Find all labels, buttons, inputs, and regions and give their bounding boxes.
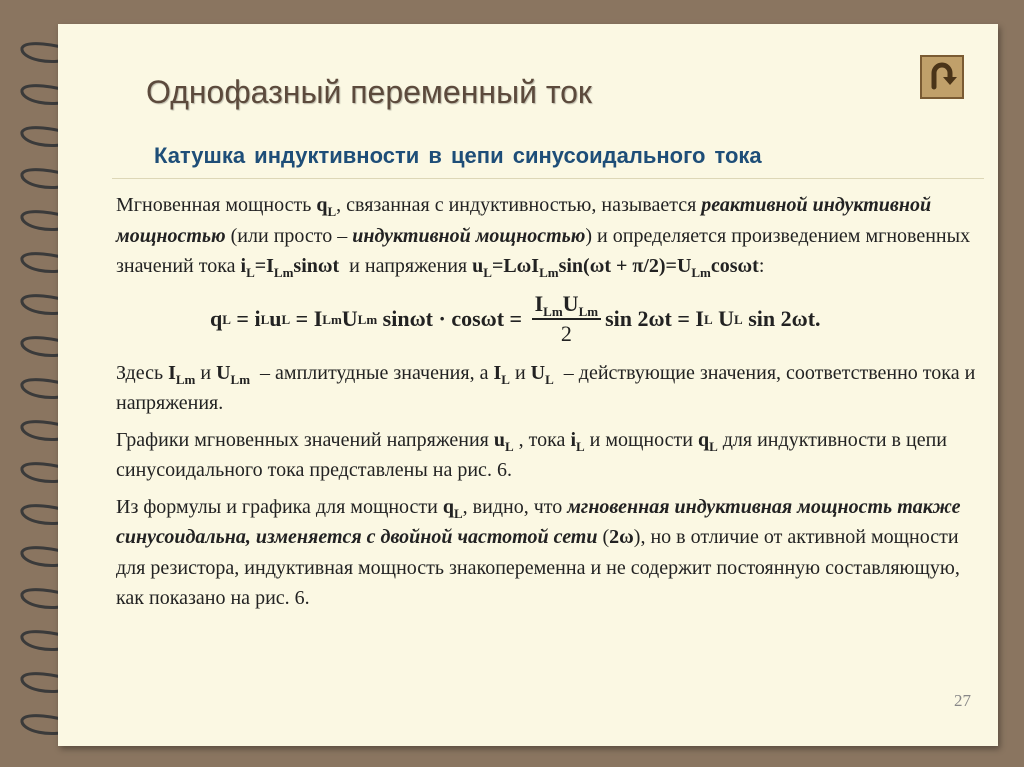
return-arrow-icon: [922, 57, 962, 97]
text: и: [195, 361, 217, 384]
symbol: sin(ωt + π/2)=U: [558, 255, 692, 277]
paragraph-1: [116, 190, 982, 282]
formula-part: sin 2ωt.: [742, 306, 821, 332]
formula-part: U: [712, 306, 735, 332]
subscript: L: [454, 505, 463, 521]
formula-part: = i: [230, 306, 261, 332]
subscript: L: [501, 371, 510, 387]
symbol: U: [530, 361, 546, 384]
symbol: [493, 361, 510, 387]
subscript: L: [483, 265, 492, 280]
subscript: L: [327, 204, 337, 219]
text: :: [758, 255, 765, 277]
text: (или просто –: [225, 224, 353, 247]
symbol: [216, 361, 251, 387]
symbol: [168, 361, 196, 387]
slide-title: Однофазный переменный ток: [146, 74, 592, 110]
fraction: [532, 291, 601, 348]
current-expression: [240, 255, 340, 280]
symbol: [493, 428, 514, 454]
fraction-denominator: 2: [560, 321, 572, 346]
symbol: q: [442, 495, 454, 518]
text: Из формулы и графика для мощности: [116, 495, 443, 518]
subscript: Lm: [539, 265, 559, 280]
symbol: [570, 428, 585, 454]
paragraph-3: [116, 425, 982, 486]
symbol: u: [493, 428, 505, 451]
voltage-expression: [472, 255, 759, 280]
formula-part: q: [210, 306, 223, 332]
text: – действующие значения, соответственно тока и напряжения.: [116, 361, 981, 414]
emphasis: реактивной индуктивной мощностью: [116, 194, 932, 247]
text: Графики мгновенных значений напряжения: [116, 428, 494, 451]
divider: [112, 178, 984, 179]
symbol: [442, 495, 463, 521]
subscript: L: [709, 438, 718, 454]
subscript: Lm: [578, 304, 599, 319]
symbol: [697, 428, 718, 454]
subscript: Lm: [543, 304, 563, 319]
text: и напряжения: [339, 255, 473, 277]
symbol: =LωI: [491, 255, 540, 277]
formula-part: U: [562, 291, 579, 316]
emphasis: мгновенная индуктивная мощность также синусоидальна, изменяется с двойной частотой сети: [116, 495, 961, 548]
symbol: [530, 361, 554, 387]
page-number: 27: [954, 691, 971, 710]
symbol-q: q: [316, 194, 328, 216]
text: , тока: [513, 428, 571, 451]
subscript: L: [246, 265, 255, 280]
paragraph-4: [116, 492, 982, 614]
text: для индуктивности в цепи синусоидального тока представлены на рис. 6.: [116, 428, 947, 481]
symbol: i: [240, 255, 247, 277]
subscript: Lm: [175, 371, 196, 387]
text: , видно, что: [462, 495, 568, 518]
emphasis: индуктивной мощностью: [352, 224, 586, 247]
power-formula: q L = i L u L = I Lm U Lm sinωt · cosωt = $\frac{I_{Lm}U_{Lm}}{2}$ sin 2ωt = I L U L sin 2ωt.: [210, 291, 821, 346]
formula-part: sinωt · cosωt =: [377, 306, 528, 332]
text: – амплитудные значения, а: [250, 361, 494, 384]
symbol: sinωt: [293, 255, 340, 277]
subscript: L: [545, 371, 554, 387]
symbol: q: [697, 428, 710, 451]
symbol: I: [493, 361, 502, 384]
symbol: 2ω: [609, 526, 634, 548]
text: и мощности: [584, 428, 698, 451]
text: и: [509, 361, 531, 384]
text: Мгновенная мощность: [116, 194, 317, 216]
formula-part: = I: [290, 306, 323, 332]
fraction-numerator: [532, 291, 601, 320]
subscript: Lm: [230, 371, 251, 387]
slide-subtitle: Катушка индуктивности в цепи синусоидального тока: [154, 143, 762, 168]
text: ) и определяется произведением мгновенных значений тока: [116, 224, 971, 277]
formula-part: sin 2ωt = I: [605, 306, 704, 332]
formula-part: I: [534, 291, 544, 316]
slide-body: [116, 190, 982, 614]
subscript: L: [576, 438, 585, 454]
symbol: [316, 194, 337, 219]
symbol: =I: [254, 255, 274, 277]
paragraph-2: [116, 358, 982, 419]
symbol: u: [472, 255, 484, 277]
formula-part: u: [269, 306, 282, 332]
subscript: Lm: [691, 265, 711, 280]
subscript: L: [504, 438, 514, 454]
symbol: i: [570, 428, 576, 451]
symbol: I: [168, 361, 176, 384]
subscript: Lm: [273, 265, 294, 280]
symbol: U: [216, 361, 231, 384]
text: Здесь: [116, 361, 169, 384]
formula-part: U: [341, 306, 358, 332]
symbol: cosωt: [710, 255, 759, 277]
text: , связанная с индуктивностью, называется: [336, 194, 702, 216]
text: ), но в отличие от активной мощности для резистора, индуктивная мощность знакопеременна и не содержит постоянную составляющую, как показано на рис. 6.: [116, 526, 960, 609]
back-button[interactable]: [920, 55, 964, 99]
text: (: [597, 526, 610, 548]
